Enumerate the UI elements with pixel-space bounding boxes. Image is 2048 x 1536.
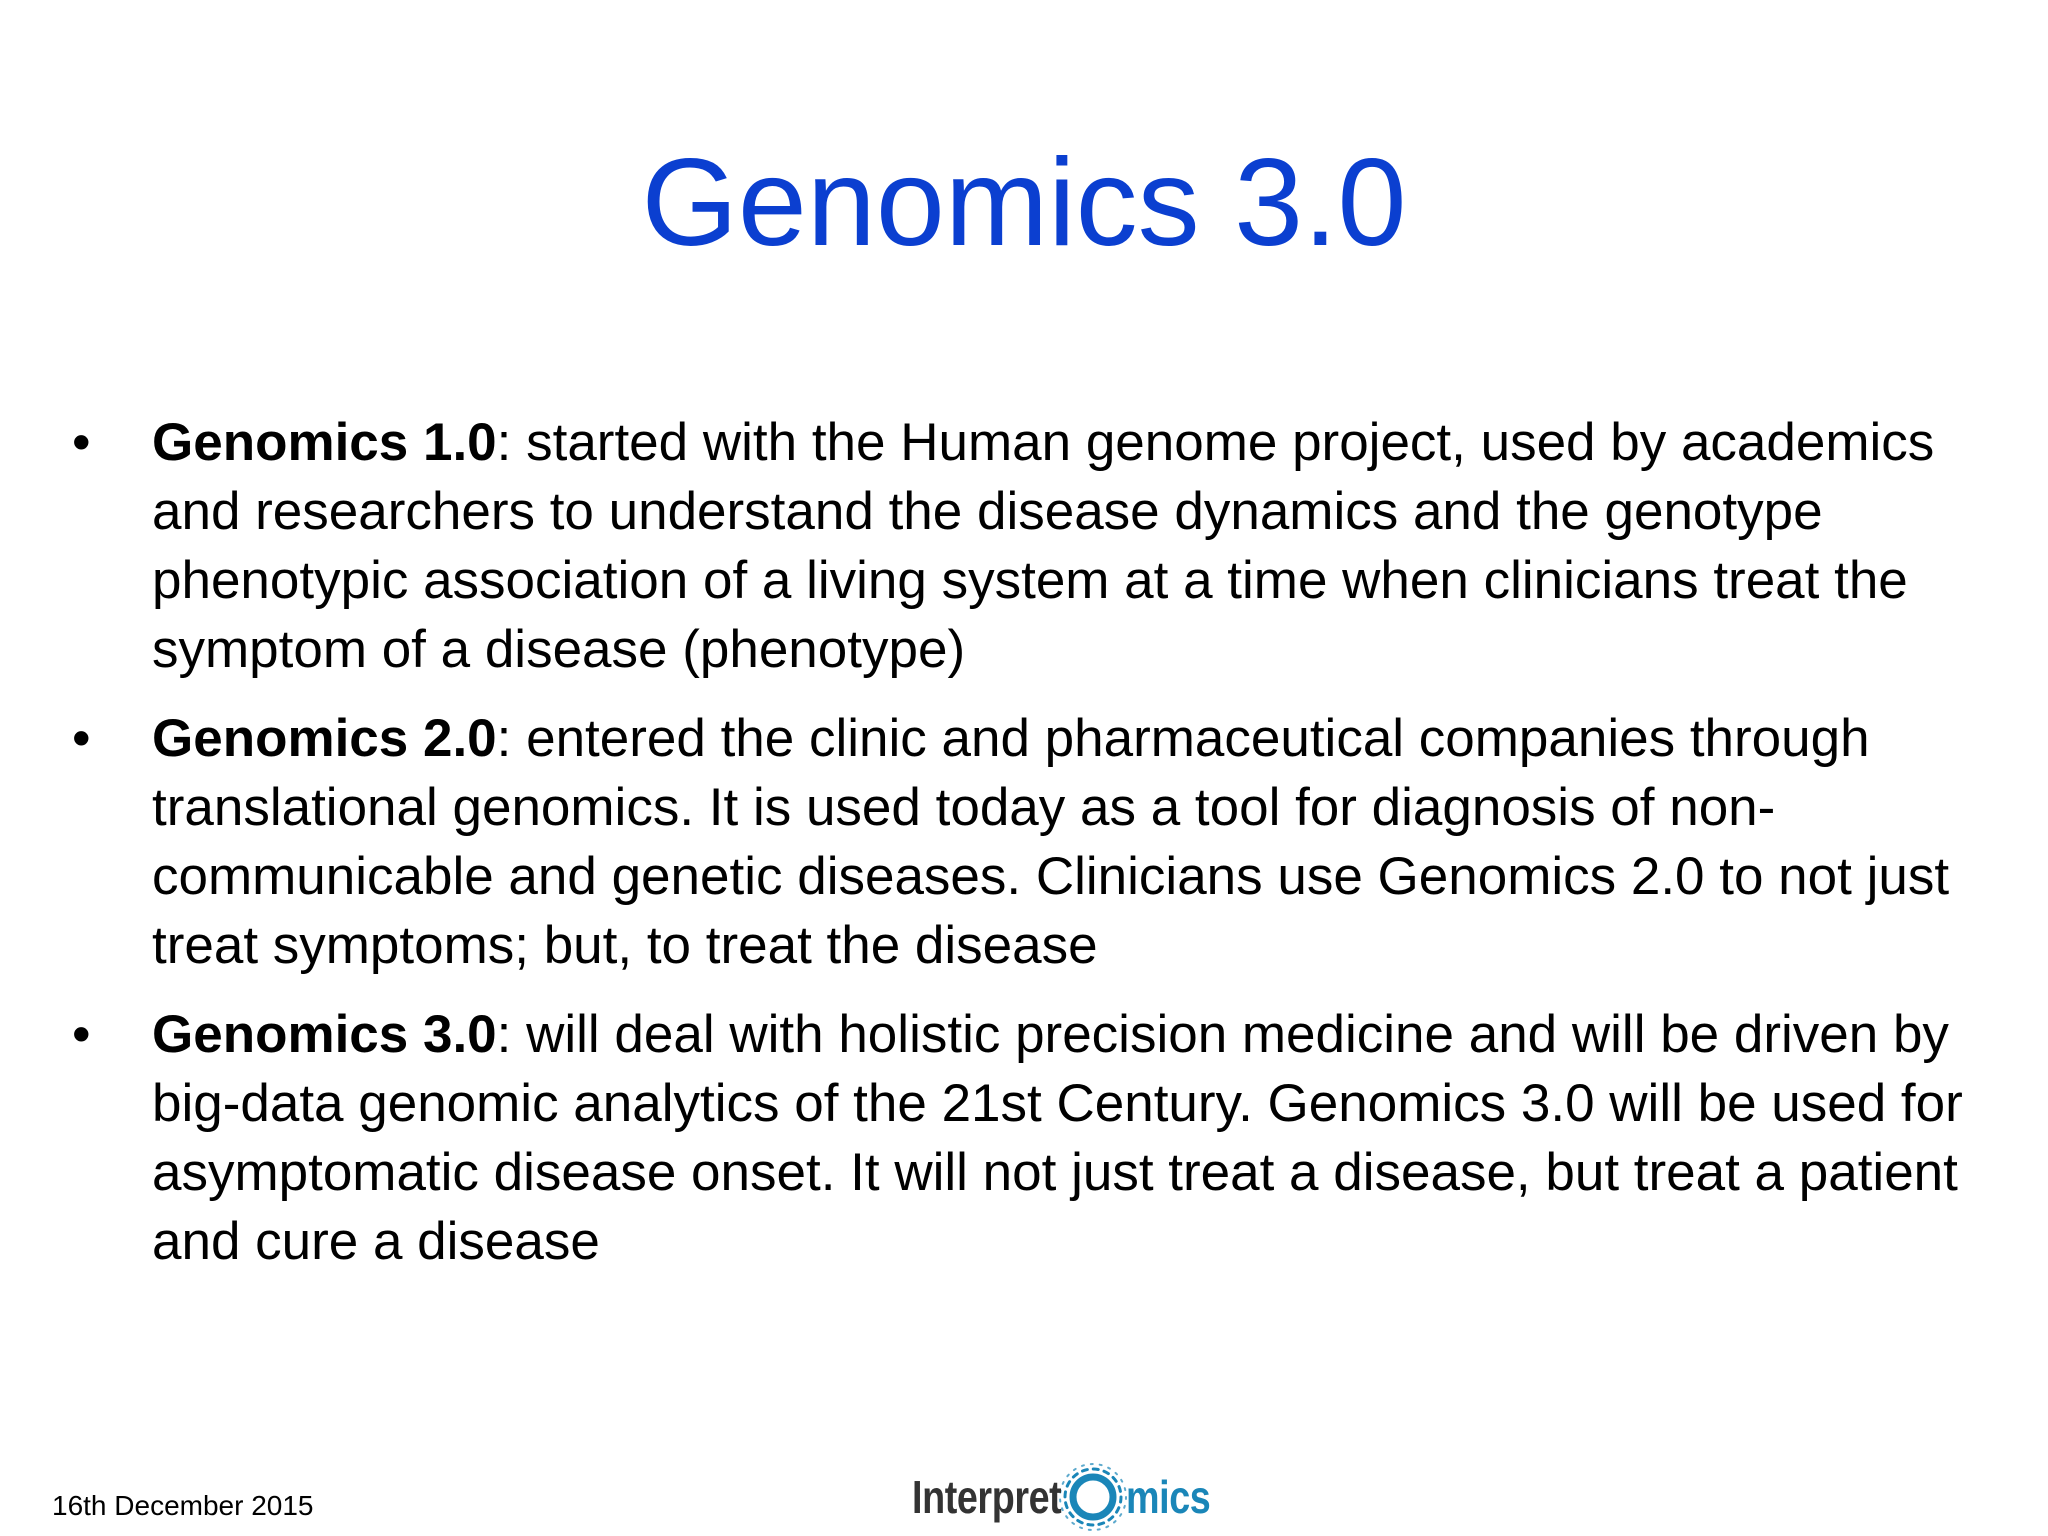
footer-date: 16th December 2015: [52, 1490, 314, 1521]
logo-text-right: mics: [1126, 1471, 1211, 1523]
bullet-item-genomics-1: [72, 408, 1992, 684]
o-ring-logo-icon: [1058, 1462, 1128, 1532]
slide-title: Genomics 3.0: [641, 134, 1407, 272]
bullet-dot: •: [72, 1005, 91, 1064]
bullet-item-genomics-3: [72, 1000, 1992, 1276]
bullet-dot: •: [72, 709, 91, 768]
bullet-heading: Genomics 3.0: [152, 1005, 497, 1064]
bullet-heading: Genomics 2.0: [152, 709, 497, 768]
bullet-text: : will deal with holistic precision medicine and will be driven by big-data genomic analytics of the 21st Century. Genomics 3.0 will be used for asymptomatic disease onset. It will not just treat a disease, but treat a patient and cure a disease: [152, 1005, 1963, 1271]
bullet-dot: •: [72, 413, 91, 472]
bullet-heading: Genomics 1.0: [152, 413, 497, 472]
bullet-text: : started with the Human genome project, used by academics and researchers to understand the disease dynamics and the genotype phenotypic association of a living system at a time when clinicians treat the symptom of a disease (phenotype): [152, 413, 1935, 679]
interpretomics-logo: [912, 1462, 1229, 1532]
bullet-item-genomics-2: [72, 704, 1992, 980]
bullet-list: [72, 408, 1992, 1296]
bullet-text: : entered the clinic and pharmaceutical companies through translational genomics. It is used today as a tool for diagnosis of non-communicable and genetic diseases. Clinicians use Genomics 2.0 to not just treat symptoms; but, to treat the disease: [152, 709, 1950, 975]
logo-text-left: Interpret: [912, 1471, 1062, 1523]
